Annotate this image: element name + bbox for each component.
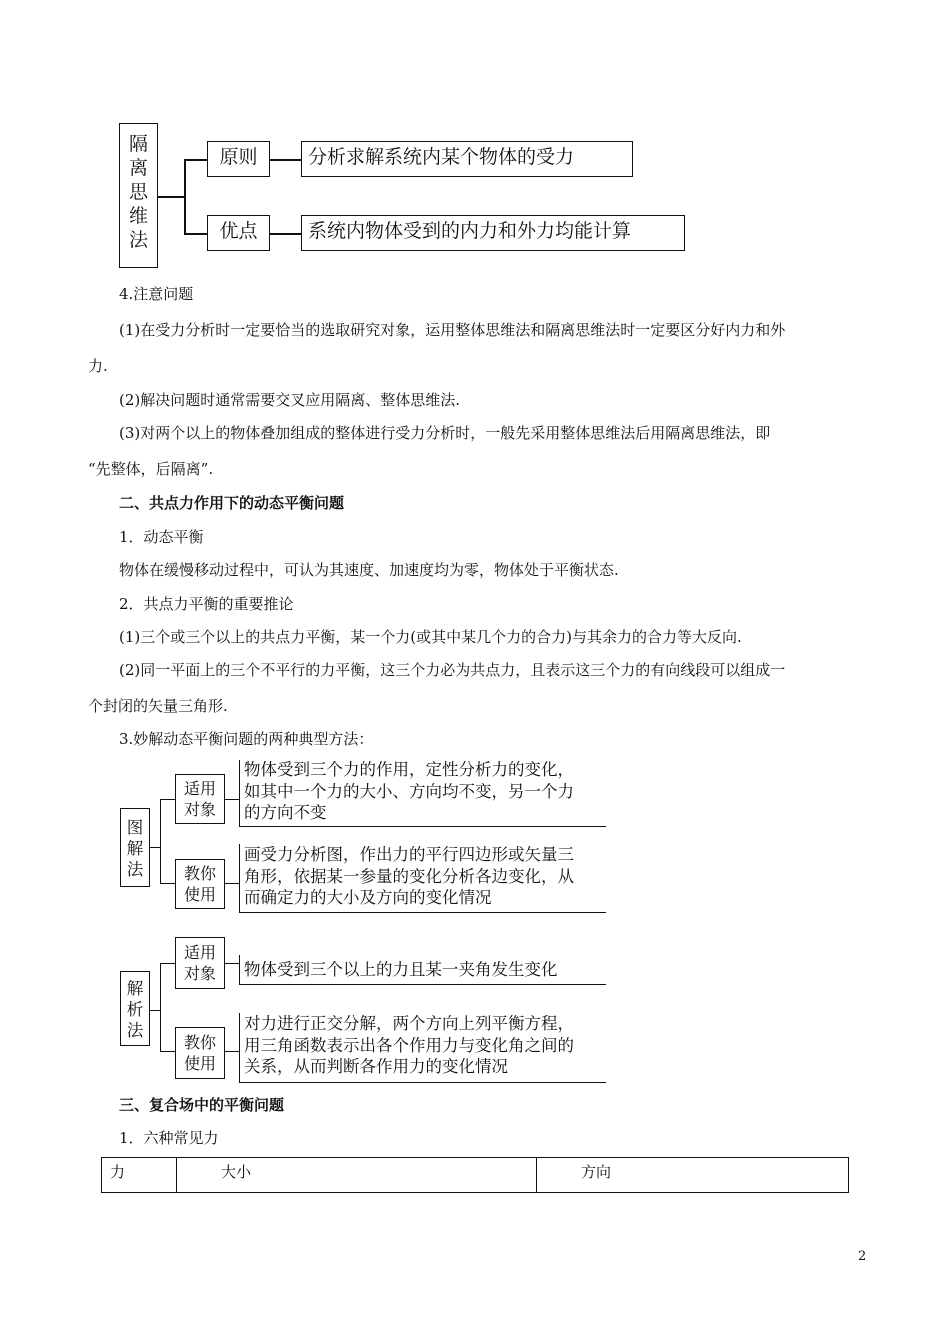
principle-text: 分析求解系统内某个物体的受力 [308, 146, 575, 168]
diagram1-advantage-text-box [301, 215, 685, 251]
forces-table [101, 1157, 849, 1193]
connector [184, 233, 207, 235]
notes-p1-line2: 力. [88, 357, 108, 375]
connector [225, 963, 240, 964]
connector [239, 844, 240, 913]
diagram3-root-box [120, 971, 150, 1046]
applicable-label-line1: 适用 [183, 943, 216, 962]
connector [270, 233, 301, 235]
notes-p3-line1: (3)对两个以上的物体叠加组成的整体进行受力分析时，一般先采用整体思维法后用隔离思维法，即 [119, 424, 771, 442]
connector [160, 963, 161, 1052]
principle-label: 原则 [219, 146, 258, 168]
connector [160, 1051, 175, 1052]
diagram2-root-box [120, 808, 150, 887]
connector [239, 955, 240, 985]
page-number: 2 [858, 1249, 867, 1264]
section3-heading: 三、复合场中的平衡问题 [119, 1096, 285, 1114]
connector [225, 799, 240, 800]
section2-sub2-p2-line1: (2)同一平面上的三个不平行的力平衡，这三个力必为共点力，且表示这三个力的有向线段可以组成一 [119, 661, 786, 679]
diagram3-root-label: 解析法 [126, 979, 144, 1040]
table-header-row [102, 1158, 849, 1193]
diagram1-root-label: 隔离思维法 [128, 133, 148, 251]
connector [158, 196, 185, 198]
table-header-magnitude: 大小 [177, 1158, 537, 1193]
connector [160, 883, 175, 884]
text-line: 如其中一个力的大小、方向均不变，另一个力 [244, 781, 574, 801]
diagram2-usage-text [244, 844, 574, 909]
applicable-label-line2: 对象 [183, 964, 216, 983]
connector [225, 883, 240, 884]
text-line: 角形，依据某一参量的变化分析各边变化，从 [244, 866, 574, 886]
diagram1-principle-box [207, 141, 270, 177]
notes-p3-line2: “先整体，后隔离”. [88, 460, 214, 478]
diagram2-usage-box [175, 859, 225, 909]
connector [160, 799, 161, 884]
notes-heading: 4.注意问题 [119, 285, 194, 303]
connector [160, 963, 175, 964]
section2-heading: 二、共点力作用下的动态平衡问题 [119, 494, 345, 512]
underline [239, 826, 606, 827]
text-line: 用三角函数表示出各个作用力与变化角之间的 [244, 1035, 574, 1055]
section2-sub2-p2-line2: 个封闭的矢量三角形. [88, 697, 228, 715]
diagram1-root-box [119, 123, 158, 268]
diagram3-applicable-text [244, 959, 558, 981]
underline [239, 984, 606, 985]
underline [239, 912, 606, 913]
applicable-label-line2: 对象 [183, 800, 216, 819]
text-line: 对力进行正交分解，两个方向上列平衡方程， [244, 1014, 574, 1033]
connector [184, 159, 207, 161]
underline [239, 1082, 606, 1083]
text-line: 而确定力的大小及方向的变化情况 [244, 888, 492, 907]
connector [239, 760, 240, 827]
text-line: 物体受到三个以上的力且某一夹角发生变化 [244, 960, 558, 979]
table-header-direction: 方向 [537, 1158, 849, 1193]
diagram2-root-label: 图解法 [126, 818, 144, 879]
connector [225, 1051, 240, 1052]
usage-label-line2: 使用 [183, 885, 216, 904]
notes-p1-line1: (1)在受力分析时一定要恰当的选取研究对象，运用整体思维法和隔离思维法时一定要区分好内力和外 [119, 321, 786, 339]
connector [239, 1013, 240, 1083]
section3-sub1: 1．六种常见力 [119, 1129, 219, 1147]
connector [160, 799, 175, 800]
notes-p2: (2)解决问题时通常需要交叉应用隔离、整体思维法. [119, 391, 461, 409]
diagram2-applicable-text [244, 759, 574, 824]
text-line: 关系，从而判断各作用力的变化情况 [244, 1057, 508, 1076]
advantage-text: 系统内物体受到的内力和外力均能计算 [308, 220, 632, 242]
usage-label-line1: 教你 [183, 1033, 216, 1052]
text-line: 的方向不变 [244, 803, 327, 822]
diagram2-applicable-box [175, 774, 225, 824]
connector [184, 159, 186, 234]
usage-label-line2: 使用 [183, 1054, 216, 1073]
diagram1-principle-text-box [301, 141, 633, 177]
text-line: 物体受到三个力的作用，定性分析力的变化， [244, 760, 574, 779]
diagram1-advantage-box [207, 215, 270, 251]
diagram3-applicable-box [175, 937, 225, 989]
section2-sub1: 1．动态平衡 [119, 528, 204, 546]
diagram3-usage-box [175, 1027, 225, 1079]
section2-sub2-p1: (1)三个或三个以上的共点力平衡，某一个力(或其中某几个力的合力)与其余力的合力等大反向. [119, 628, 742, 646]
table-header-force: 力 [102, 1158, 177, 1193]
usage-label-line1: 教你 [183, 864, 216, 883]
applicable-label-line1: 适用 [183, 779, 216, 798]
connector [270, 159, 301, 161]
diagram3-usage-text [244, 1013, 574, 1078]
section2-sub2: 2．共点力平衡的重要推论 [119, 595, 294, 613]
section2-sub3: 3.妙解动态平衡问题的两种典型方法： [119, 730, 374, 748]
text-line: 画受力分析图，作出力的平行四边形或矢量三 [244, 845, 574, 864]
section2-sub1-text: 物体在缓慢移动过程中，可认为其速度、加速度均为零，物体处于平衡状态. [119, 561, 619, 579]
advantage-label: 优点 [219, 220, 258, 242]
